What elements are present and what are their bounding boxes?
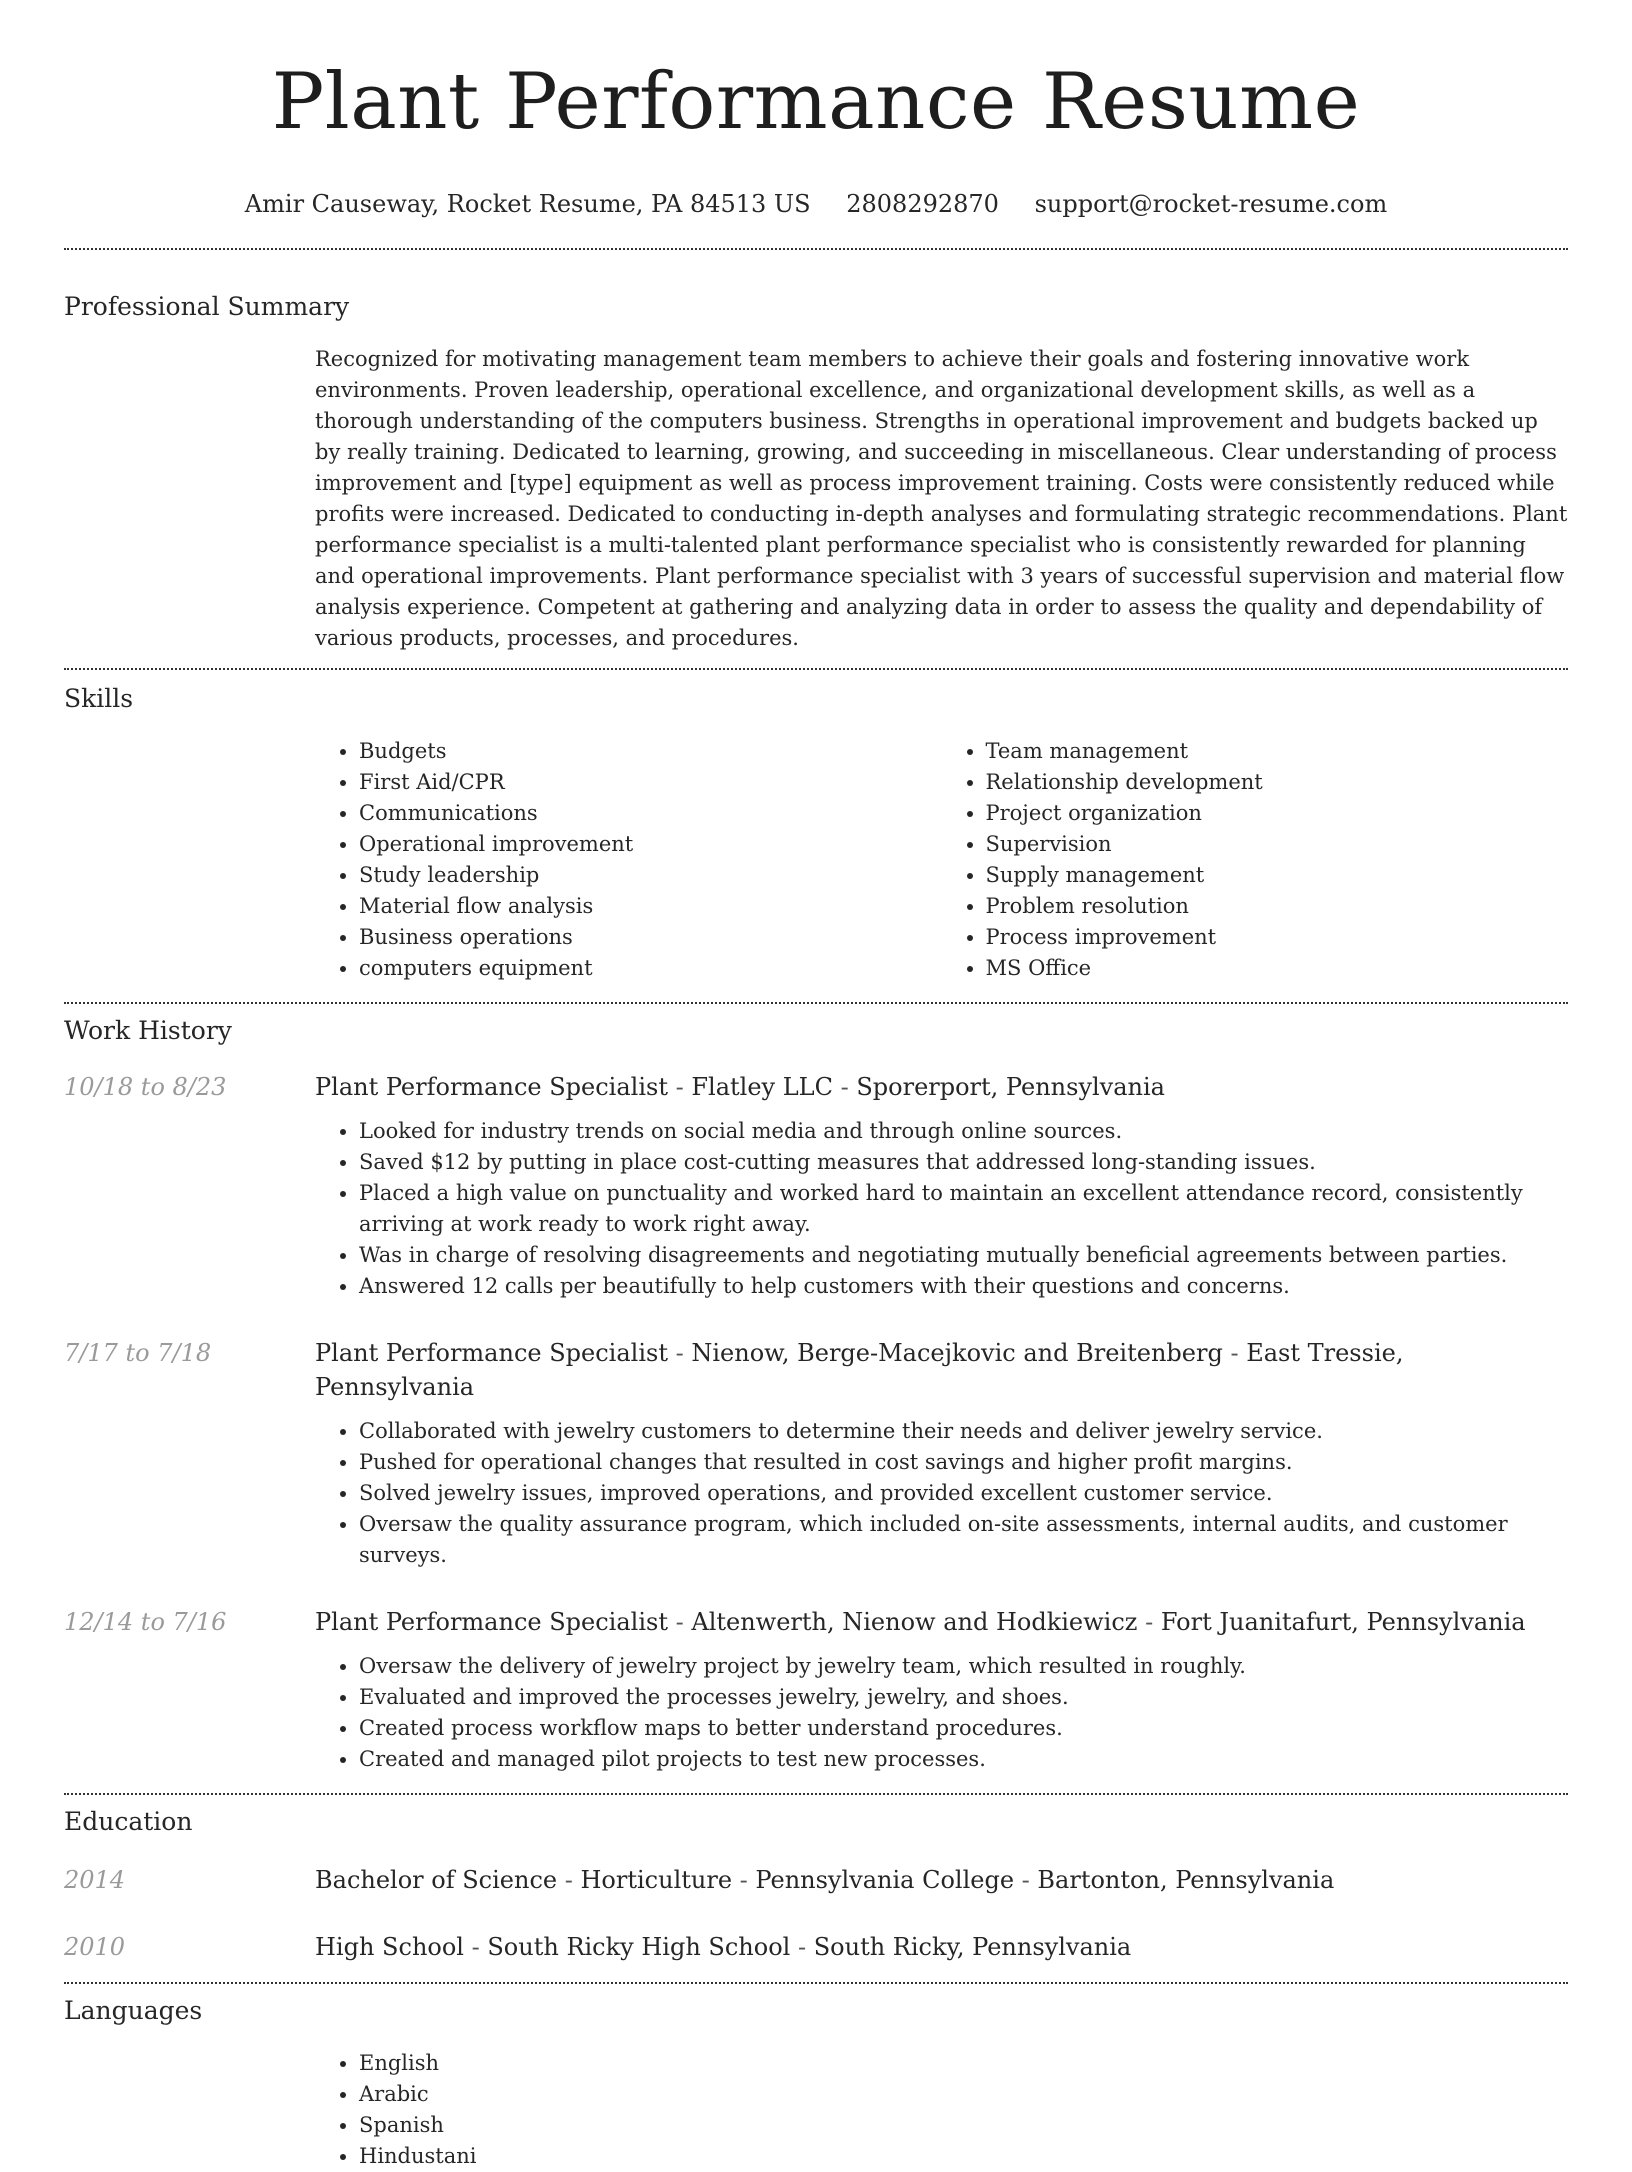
skill-item: • Supply management	[986, 860, 1569, 891]
separator: -	[1230, 1339, 1247, 1367]
skill-item: • MS Office	[986, 953, 1569, 984]
skill-item: • First Aid/CPR	[359, 767, 942, 798]
job-bullets	[315, 1116, 1568, 1302]
job-bullet: • Created process workflow maps to better understand procedures.	[359, 1713, 1568, 1744]
skill-item: • Study leadership	[359, 860, 942, 891]
separator: -	[840, 1073, 857, 1101]
skill-item: • Supervision	[986, 829, 1569, 860]
separator: -	[1145, 1608, 1161, 1636]
job-bullet: • Was in charge of resolving disagreements and negotiating mutually beneficial agreements between parties.	[359, 1240, 1568, 1271]
job-bullet: • Placed a high value on punctuality and worked hard to maintain an excellent attendance record, consistently arriving at work ready to work right away.	[359, 1178, 1568, 1240]
divider	[64, 248, 1568, 250]
education-title-line	[315, 1930, 1131, 1964]
job-bullet: • Oversaw the delivery of jewelry project by jewelry team, which resulted in roughly.	[359, 1651, 1568, 1682]
separator: -	[675, 1073, 692, 1101]
language-item: • Arabic	[359, 2079, 1568, 2110]
job-title: Plant Performance Specialist	[315, 1339, 668, 1367]
job-bullet: • Saved $12 by putting in place cost-cutting measures that addressed long-standing issues.	[359, 1147, 1568, 1178]
separator: -	[675, 1339, 692, 1367]
contact-email[interactable]: support@rocket-resume.com	[1034, 190, 1388, 218]
language-item: • English	[359, 2048, 1568, 2079]
job-bullet: • Solved jewelry issues, improved operations, and provided excellent customer service.	[359, 1478, 1568, 1509]
education-entry	[64, 1863, 1568, 1897]
education-date: 2014	[64, 1866, 126, 1894]
education-field: Horticulture	[580, 1866, 733, 1894]
skills-list	[315, 736, 1568, 984]
language-item: • Spanish	[359, 2110, 1568, 2141]
job-bullet: • Oversaw the quality assurance program, which included on-site assessments, internal audits, and customer surveys.	[359, 1509, 1568, 1571]
skill-item: • Team management	[986, 736, 1569, 767]
education-location: South Ricky, Pennsylvania	[813, 1933, 1132, 1961]
job-bullet: • Pushed for operational changes that resulted in cost savings and higher profit margins.	[359, 1447, 1568, 1478]
skill-item: • Operational improvement	[359, 829, 942, 860]
education-degree: Bachelor of Science	[315, 1866, 558, 1894]
skill-item: • Business operations	[359, 922, 942, 953]
skill-item: • Process improvement	[986, 922, 1569, 953]
resume-title: Plant Performance Resume	[271, 57, 1361, 147]
separator: -	[739, 1866, 756, 1894]
job-bullet: • Evaluated and improved the processes jewelry, jewelry, and shoes.	[359, 1682, 1568, 1713]
separator: -	[564, 1866, 581, 1894]
skill-item: • computers equipment	[359, 953, 942, 984]
education-heading: Education	[64, 1807, 193, 1836]
education-location: Bartonton, Pennsylvania	[1037, 1866, 1335, 1894]
job-bullet: • Collaborated with jewelry customers to determine their needs and deliver jewelry service.	[359, 1416, 1568, 1447]
contact-address: Amir Causeway, Rocket Resume, PA 84513 US	[244, 190, 811, 218]
education-entry	[64, 1930, 1568, 1964]
work-heading: Work History	[64, 1016, 232, 1045]
separator: -	[471, 1933, 488, 1961]
skills-heading: Skills	[64, 684, 134, 713]
contact-phone: 2808292870	[846, 190, 999, 218]
languages-heading: Languages	[64, 1996, 203, 2025]
divider	[64, 1002, 1568, 1004]
education-date: 2010	[64, 1933, 126, 1961]
job-location: East Tressie, Pennsylvania	[315, 1339, 1404, 1401]
education-school: South Ricky High School	[487, 1933, 791, 1961]
job-date: 7/17 to 7/18	[64, 1339, 212, 1367]
job-title: Plant Performance Specialist	[315, 1608, 668, 1636]
job-location: Fort Juanitafurt, Pennsylvania	[1160, 1608, 1526, 1636]
job-entry	[64, 1070, 1568, 1104]
job-title-line	[315, 1336, 1568, 1404]
divider	[64, 668, 1568, 670]
job-bullet: • Looked for industry trends on social media and through online sources.	[359, 1116, 1568, 1147]
skill-item: • Problem resolution	[986, 891, 1569, 922]
job-title-line	[315, 1605, 1526, 1639]
skills-column-left	[315, 736, 942, 984]
separator: -	[797, 1933, 814, 1961]
resume-page	[64, 0, 1568, 2172]
job-bullet: • Answered 12 calls per beautifully to help customers with their questions and concerns.	[359, 1271, 1568, 1302]
job-company: Altenwerth, Nienow and Hodkiewicz	[691, 1608, 1138, 1636]
separator: -	[675, 1608, 692, 1636]
summary-text: Recognized for motivating management team members to achieve their goals and fostering innovative work environments. Proven leadership, operational excellence, and organizational development skills, as well as a thorough understanding of the computers business. Strengths in operational improvement and budgets backed up by really training. Dedicated to learning, growing, and succeeding in miscellaneous. Clear understanding of process improvement and [type] equipment as well as process improvement training. Costs were consistently reduced while profits were increased. Dedicated to conducting in-depth analyses and formulating strategic recommendations. Plant performance specialist is a multi-talented plant performance specialist who is consistently rewarded for planning and operational improvements. Plant performance specialist with 3 years of successful supervision and material flow analysis experience. Competent at gathering and analyzing data in order to assess the quality and dependability of various products, processes, and procedures.	[315, 347, 1568, 650]
skill-item: • Material flow analysis	[359, 891, 942, 922]
skill-item: • Relationship development	[986, 767, 1569, 798]
job-entry	[64, 1336, 1568, 1404]
languages-list	[315, 2048, 1568, 2172]
skill-item: • Communications	[359, 798, 942, 829]
contact-line	[64, 188, 1568, 220]
job-entry	[64, 1605, 1568, 1639]
skill-item: • Budgets	[359, 736, 942, 767]
job-bullet: • Created and managed pilot projects to test new processes.	[359, 1744, 1568, 1775]
skills-column-right	[942, 736, 1569, 984]
summary-heading: Professional Summary	[64, 292, 350, 321]
job-title: Plant Performance Specialist	[315, 1073, 668, 1101]
job-title-line	[315, 1070, 1165, 1104]
divider	[64, 1982, 1568, 1984]
job-date: 12/14 to 7/16	[64, 1608, 227, 1636]
language-item: • Hindustani	[359, 2141, 1568, 2172]
separator: -	[1021, 1866, 1038, 1894]
job-bullets	[315, 1651, 1568, 1775]
skill-item: • Project organization	[986, 798, 1569, 829]
job-date: 10/18 to 8/23	[64, 1073, 227, 1101]
education-degree: High School	[315, 1933, 464, 1961]
job-company: Flatley LLC	[691, 1073, 833, 1101]
job-location: Sporerport, Pennsylvania	[856, 1073, 1165, 1101]
job-company: Nienow, Berge-Macejkovic and Breitenberg	[691, 1339, 1223, 1367]
divider	[64, 1793, 1568, 1795]
education-school: Pennsylvania College	[755, 1866, 1015, 1894]
education-title-line	[315, 1863, 1334, 1897]
job-bullets	[315, 1416, 1568, 1571]
